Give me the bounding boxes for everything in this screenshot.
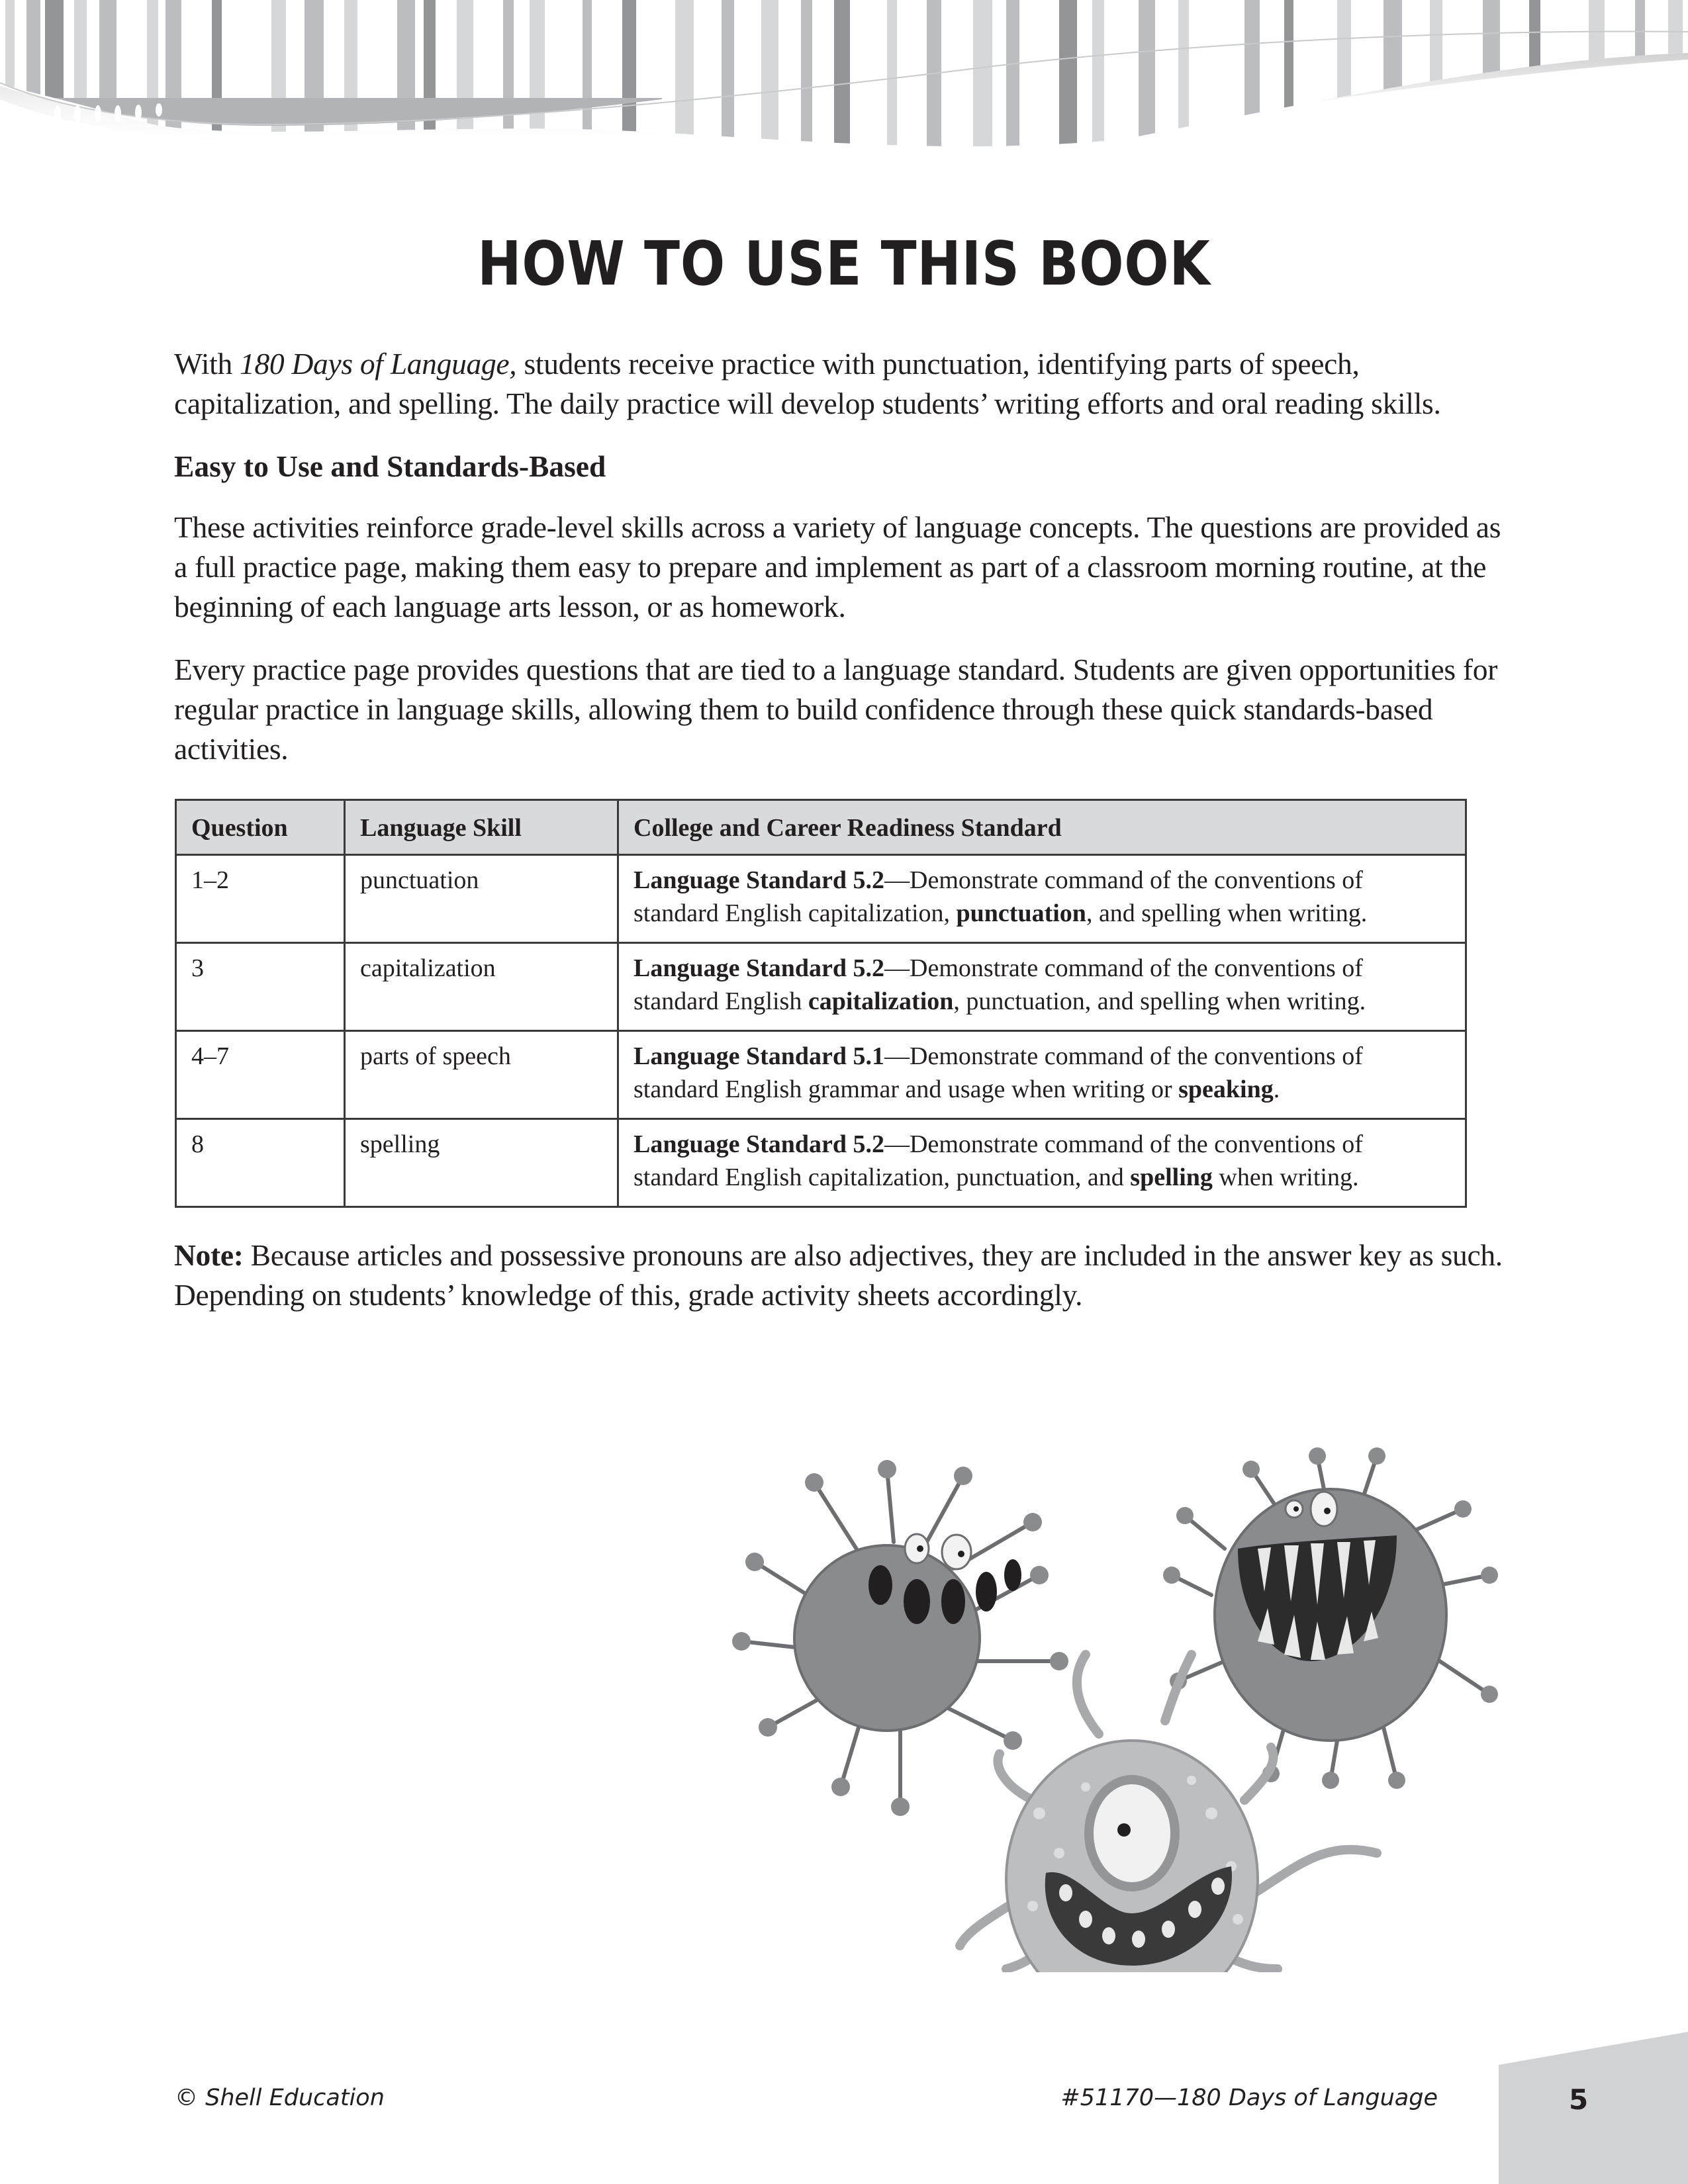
- header-stripe: [45, 0, 64, 159]
- header-stripe: [1059, 0, 1077, 159]
- standard-text: , punctuation, and spelling when writing.: [953, 987, 1366, 1015]
- table-header-row: [176, 800, 1466, 855]
- cell-question: 4–7: [176, 1031, 345, 1119]
- note-label: Note:: [174, 1238, 244, 1272]
- intro-paragraph: [174, 344, 1505, 424]
- header-stripe: [1244, 0, 1260, 159]
- intro-text: With: [174, 347, 240, 381]
- header-stripe: [99, 0, 117, 159]
- book-title: 180 Days of Language,: [240, 347, 517, 381]
- main-content: [174, 344, 1505, 1345]
- standard-text: when writing.: [1212, 1163, 1359, 1191]
- header-decoration: [0, 0, 1688, 159]
- standard-emphasis: speaking: [1178, 1075, 1274, 1103]
- header-stripe: [1337, 0, 1351, 159]
- header-stripe: [1589, 0, 1605, 159]
- footer-book-id: #51170—180 Days of Language: [1060, 2085, 1438, 2111]
- header-stripe: [927, 0, 941, 159]
- standard-emphasis: capitalization: [808, 987, 954, 1015]
- table-row: [176, 1119, 1466, 1207]
- table-row: [176, 1031, 1466, 1119]
- table-row: [176, 855, 1466, 943]
- cell-skill: punctuation: [345, 855, 618, 943]
- header-stripe: [801, 0, 812, 159]
- page-title: HOW TO USE THIS BOOK: [477, 228, 1211, 299]
- cell-standard: [618, 1031, 1466, 1119]
- note-paragraph: [174, 1236, 1505, 1315]
- footer-copyright: © Shell Education: [175, 2085, 385, 2111]
- standard-emphasis: punctuation: [956, 899, 1086, 927]
- standard-label: Language Standard 5.2: [633, 866, 885, 894]
- standard-text: —Demonstrate command of the conventions of standard English capitalization,: [633, 866, 1363, 927]
- header-standard: College and Career Readiness Standard: [618, 800, 1466, 855]
- cell-skill: spelling: [345, 1119, 618, 1207]
- standard-text: —Demonstrate command of the conventions of standard English: [633, 954, 1363, 1015]
- standard-label: Language Standard 5.2: [633, 1130, 885, 1158]
- cell-standard: [618, 943, 1466, 1031]
- header-question: Question: [176, 800, 345, 855]
- header-stripe: [26, 0, 40, 159]
- header-stripe: [1635, 0, 1645, 159]
- body-paragraph: These activities reinforce grade-level skills across a variety of language concepts. The questions are provided as a full practice page, making them easy to prepare and implement as part of a classroom morning routine, at the beginning of each language arts lesson, or as homework.: [174, 510, 1501, 623]
- standard-text: , and spelling when writing.: [1086, 899, 1368, 927]
- cell-question: 1–2: [176, 855, 345, 943]
- standard-text: —Demonstrate command of the conventions of standard English grammar and usage when writing or: [633, 1042, 1363, 1103]
- header-stripe: [74, 0, 87, 159]
- standard-text: .: [1273, 1075, 1280, 1103]
- standard-text: —Demonstrate command of the conventions of standard English capitalization, punctuation, and: [633, 1130, 1363, 1191]
- body-paragraph: Every practice page provides questions that are tied to a language standard. Students are given opportunities for regular practice in language skills, allowing them to build confidence through these quick standards-based activities.: [174, 653, 1498, 766]
- header-stripe: [1178, 0, 1189, 159]
- header-stripe: [5, 0, 15, 159]
- cell-question: 3: [176, 943, 345, 1031]
- header-stripe: [1483, 0, 1500, 159]
- standard-label: Language Standard 5.2: [633, 954, 885, 982]
- note-text: Because articles and possessive pronouns are also adjectives, they are included in the answer key as such. Depending on students’ knowledge of this, grade activity sheets accordingly.: [174, 1238, 1503, 1312]
- cell-standard: [618, 1119, 1466, 1207]
- intro-text: students receive practice with punctuation, identifying parts of speech, capitalization, and spelling. The daily practice will develop students’ writing efforts and oral reading skills.: [174, 347, 1441, 420]
- header-stripe: [722, 0, 734, 159]
- page-number: 5: [1569, 2083, 1589, 2116]
- standards-table: [175, 799, 1467, 1208]
- cell-question: 8: [176, 1119, 345, 1207]
- cell-skill: capitalization: [345, 943, 618, 1031]
- header-language-skill: Language Skill: [345, 800, 618, 855]
- germ-monsters-illustration: [728, 1443, 1523, 1972]
- header-stripe: [1092, 0, 1104, 159]
- header-stripe: [1006, 0, 1019, 159]
- header-stripe: [1430, 0, 1442, 159]
- standard-label: Language Standard 5.1: [633, 1042, 885, 1070]
- header-stripe: [1139, 0, 1155, 159]
- header-stripe: [973, 0, 992, 159]
- header-stripe: [1668, 0, 1683, 159]
- table-row: [176, 943, 1466, 1031]
- section-heading: Easy to Use and Standards-Based: [174, 449, 606, 483]
- cell-skill: parts of speech: [345, 1031, 618, 1119]
- cell-standard: [618, 855, 1466, 943]
- header-stripe: [834, 0, 850, 159]
- header-stripe: [761, 0, 778, 159]
- page-tab: [1499, 2032, 1688, 2184]
- header-stripe: [1383, 0, 1402, 159]
- header-stripe: [1284, 0, 1293, 159]
- header-stripe: [1529, 0, 1540, 159]
- standard-emphasis: spelling: [1130, 1163, 1213, 1191]
